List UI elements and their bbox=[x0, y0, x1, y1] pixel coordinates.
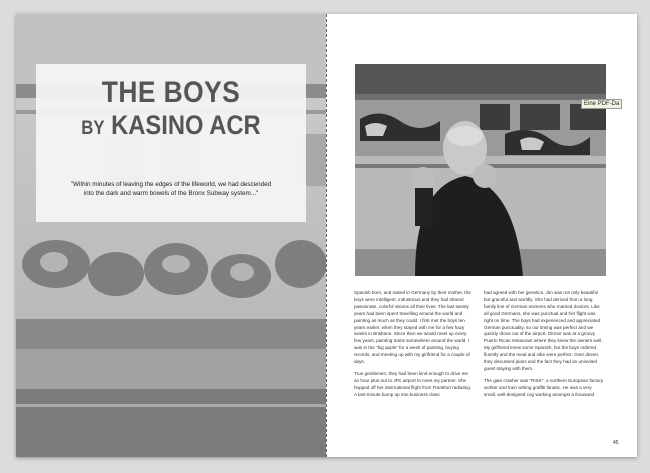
author-name: KASINO ACR bbox=[111, 110, 261, 140]
boxer-photo bbox=[355, 64, 606, 276]
body-paragraph: had agreed with her genetics. Jim was not only beautiful but graceful and worldly. She had derived from a long family line of German womens who married doctors. Like all good Germans, she was punctual and her flight was right on time. The boys had experienced and appreciated German punctuality, so our timing was perfect and we quickly drove out of the airport. Dinner was at a groovy Puerto Rican restaurant where they knew the owners well. My girlfriend knew some Spanish, but the boys ordered fluently and the meal and vibe were perfect. Over dinner, they discussed plans and the fact they had an uninvited guest staying with them. bbox=[484, 290, 603, 371]
body-paragraph: Spanish born, and raised in Germany by their mother, the boys were intelligent, industrious and they had shared passionate, colorful visions all their lives. The last twenty years had been spent travelling around the world and painting as much as they could. I first met the boys ten years earlier, when they stayed with me for a few hazy weeks in Brisbane. Since then we would meet up every few years, painting trains somewhere around the world. I was in the "big apple" for a week of painting, buying records, and meeting up with my girlfriend for a couple of days. bbox=[354, 290, 471, 365]
pull-quote: "Within minutes of leaving the edges of the lifeworld, we had descended into the dark and warm bowels of the Bronx Subway system..." bbox=[70, 181, 272, 197]
magazine-spread bbox=[16, 14, 637, 457]
body-column-right bbox=[484, 290, 604, 404]
page-number: 45 bbox=[613, 440, 619, 446]
left-page bbox=[16, 14, 326, 457]
pdf-tooltip-tab[interactable]: Eine PDF-Da bbox=[581, 99, 622, 109]
byline-by: BY bbox=[81, 118, 105, 139]
man-boxing-pose-image bbox=[355, 64, 606, 276]
page-gutter bbox=[326, 14, 327, 457]
body-paragraph: The gate crasher was "RISK", a northern European factory worker and train writing graffiti fanatic. He was a very small, well-designed cog working amongst a thousand bbox=[484, 377, 604, 397]
article-byline bbox=[52, 110, 290, 141]
title-box bbox=[36, 64, 306, 222]
article-title: THE BOYS bbox=[101, 76, 241, 109]
body-column-left bbox=[354, 290, 474, 404]
body-paragraph: True gentlemen, they had been kind enough to drive me an hour plus out to JFK airport to meet my partner. She hopped off her international flight from Frankfurt radiating. A last-minute bump up into business class bbox=[354, 370, 472, 397]
right-page bbox=[326, 14, 637, 457]
